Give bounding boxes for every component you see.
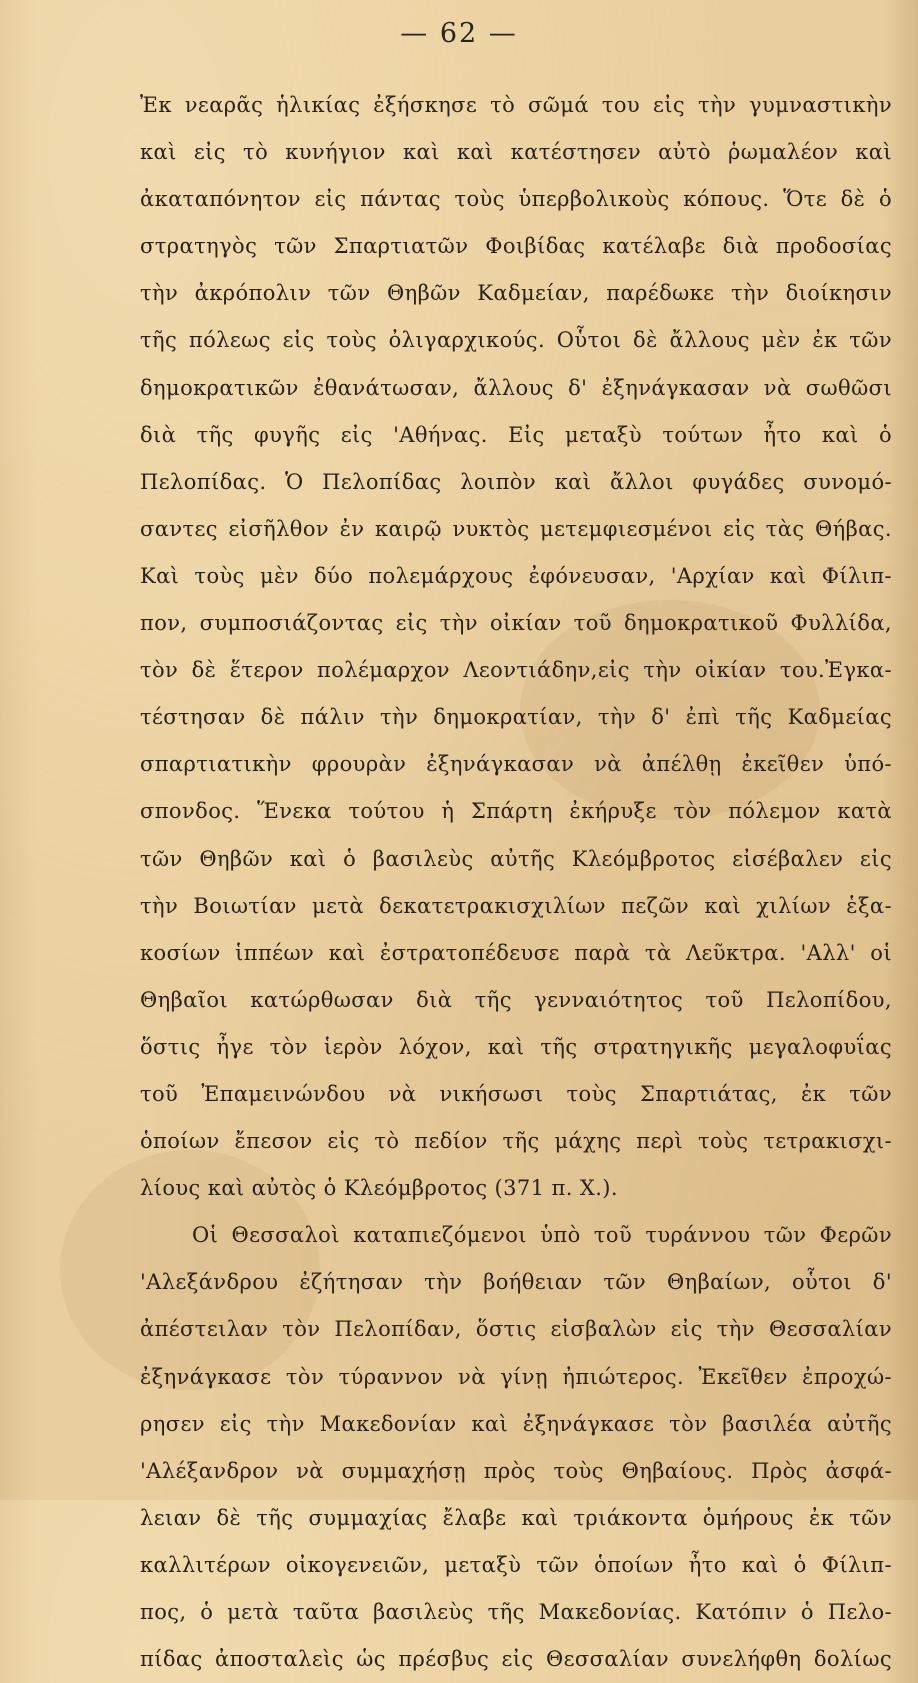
text-line: ρησεν εἰς τὴν Μακεδονίαν καὶ ἐξηνάγκασε τὸν βασιλέα αὐτῆς	[140, 1411, 892, 1436]
text-line: σπονδος. Ἕνεκα τούτου ἡ Σπάρτη ἐκήρυξε τὸν πόλεμον κατὰ	[140, 799, 892, 824]
text-line: 'Αλέξανδρον νὰ συμμαχήσῃ πρὸς τοὺς Θηβαίους. Πρὸς ἀσφά-	[140, 1458, 892, 1483]
text-line: Οἱ Θεσσαλοὶ καταπιεζόμενοι ὑπὸ τοῦ τυράννου τῶν Φερῶν	[192, 1223, 892, 1248]
text-line: Πελοπίδας. Ὁ Πελοπίδας λοιπὸν καὶ ἄλλοι φυγάδες συνομό-	[140, 469, 892, 494]
text-line: πον, συμποσιάζοντας εἰς τὴν οἰκίαν τοῦ δημοκρατικοῦ Φυλλίδα,	[140, 611, 892, 636]
text-line: 'Αλεξάνδρου ἐζήτησαν τὴν βοήθειαν τῶν Θηβαίων, οὗτοι δ'	[140, 1270, 892, 1295]
text-line: Καὶ τοὺς μὲν δύο πολεμάρχους ἐφόνευσαν, 'Αρχίαν καὶ Φίλιπ-	[140, 563, 892, 588]
text-line: πίδας ἀποσταλεὶς ὡς πρέσβυς εἰς Θεσσαλίαν συνελήφθη δολίως	[140, 1647, 892, 1672]
text-line: ἀπέστειλαν τὸν Πελοπίδαν, ὅστις εἰσβαλὼν εἰς τὴν Θεσσαλίαν	[140, 1317, 892, 1342]
text-line: τὴν ἀκρόπολιν τῶν Θηβῶν Καδμείαν, παρέδωκε τὴν διοίκησιν	[140, 281, 892, 306]
text-line: καλλιτέρων οἰκογενειῶν, μεταξὺ τῶν ὁποίων ἦτο καὶ ὁ Φίλιπ-	[140, 1552, 892, 1577]
body-text	[140, 82, 892, 1683]
paragraph-1	[140, 82, 892, 1212]
text-line: σπαρτιατικὴν φρουρὰν ἐξηνάγκασαν νὰ ἀπέλθῃ ἐκεῖθεν ὑπό-	[140, 752, 892, 777]
text-line: ἀκαταπόνητον εἰς πάντας τοὺς ὑπερβολικοὺς κόπους. Ὅτε δὲ ὁ	[140, 187, 892, 212]
text-line: πος, ὁ μετὰ ταῦτα βασιλεὺς τῆς Μακεδονίας. Κατόπιν ὁ Πελο-	[140, 1600, 892, 1624]
text-line: λειαν δὲ τῆς συμμαχίας ἔλαβε καὶ τριάκοντα ὁμήρους ἐκ τῶν	[140, 1505, 892, 1530]
text-line: δημοκρατικῶν ἐθανάτωσαν, ἄλλους δ' ἐξηνάγκασαν νὰ σωθῶσι	[140, 375, 892, 400]
text-line: τὸν δὲ ἕτερον πολέμαρχον Λεοντιάδην,εἰς τὴν οἰκίαν του.Ἐγκα-	[140, 658, 892, 683]
paragraph-2	[140, 1212, 892, 1683]
text-line: σαντες εἰσῆλθον ἐν καιρῷ νυκτὸς μετεμφιεσμένοι εἰς τὰς Θήβας.	[140, 516, 892, 541]
text-line: ὁποίων ἔπεσον εἰς τὸ πεδίον τῆς μάχης περὶ τοὺς τετρακισχι-	[140, 1129, 892, 1154]
text-line: τέστησαν δὲ πάλιν τὴν δημοκρατίαν, τὴν δ' ἐπὶ τῆς Καδμείας	[140, 705, 892, 730]
text-line: τὴν Βοιωτίαν μετὰ δεκατετρακισχιλίων πεζῶν καὶ χιλίων ἑξα-	[140, 893, 892, 918]
text-line: Θηβαῖοι κατώρθωσαν διὰ τῆς γενναιότητος τοῦ Πελοπίδου,	[140, 987, 892, 1012]
text-line: τοῦ Ἐπαμεινώνδου νὰ νικήσωσι τοὺς Σπαρτιάτας, ἐκ τῶν	[140, 1081, 892, 1106]
page-number: — 62 —	[400, 18, 518, 49]
text-line: λίους καὶ αὐτὸς ὁ Κλεόμβροτος (371 π. Χ.).	[140, 1176, 618, 1201]
text-line: καὶ εἰς τὸ κυνήγιον καὶ καὶ κατέστησεν αὐτὸ ῥωμαλέον καὶ	[140, 140, 892, 165]
text-line: κοσίων ἱππέων καὶ ἐστρατοπέδευσε παρὰ τὰ Λεῦκτρα. 'Αλλ' οἱ	[140, 940, 892, 965]
text-line: τῶν Θηβῶν καὶ ὁ βασιλεὺς αὐτῆς Κλεόμβροτος εἰσέβαλεν εἰς	[140, 846, 892, 871]
text-line: τῆς πόλεως εἰς τοὺς ὀλιγαρχικούς. Οὗτοι δὲ ἄλλους μὲν ἐκ τῶν	[140, 328, 892, 353]
text-line: ὅστις ἦγε τὸν ἱερὸν λόχον, καὶ τῆς στρατηγικῆς μεγαλοφυΐας	[140, 1034, 892, 1059]
text-line: ἐξηνάγκασε τὸν τύραννον νὰ γίνῃ ἠπιώτερος. Ἐκεῖθεν ἐπροχώ-	[140, 1364, 892, 1389]
text-line: Ἐκ νεαρᾶς ἡλικίας ἐξήσκησε τὸ σῶμά του εἰς τὴν γυμναστικὴν	[140, 93, 892, 117]
text-line: διὰ τῆς φυγῆς εἰς 'Αθήνας. Εἰς μεταξὺ τούτων ἦτο καὶ ὁ	[140, 422, 892, 447]
text-line: στρατηγὸς τῶν Σπαρτιατῶν Φοιβίδας κατέλαβε διὰ προδοσίας	[140, 234, 892, 259]
